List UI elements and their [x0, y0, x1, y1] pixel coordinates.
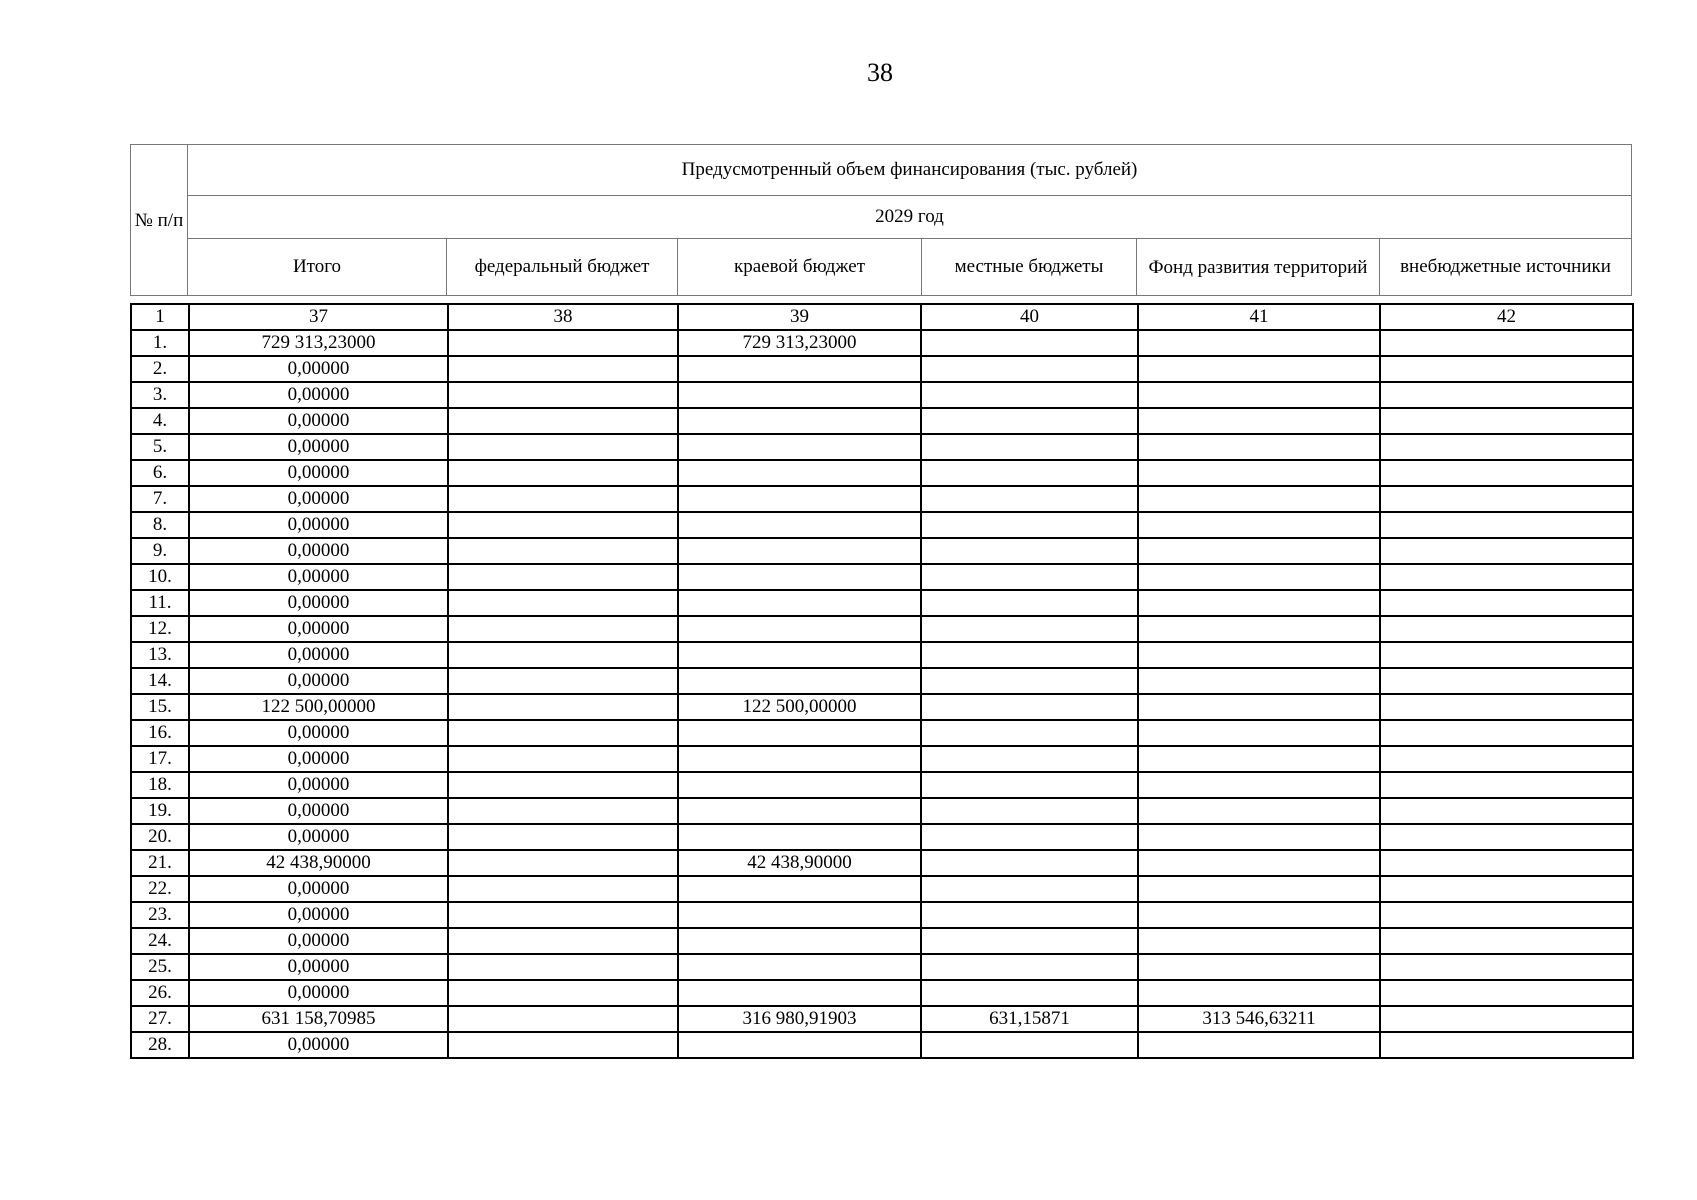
total-cell: 0,00000 — [189, 928, 448, 954]
federal-budget-cell — [448, 486, 678, 512]
extrabudgetary-cell — [1380, 980, 1633, 1006]
local-budgets-cell — [921, 382, 1138, 408]
territory-fund-cell — [1138, 928, 1380, 954]
total-cell: 0,00000 — [189, 538, 448, 564]
total-cell: 42 438,90000 — [189, 850, 448, 876]
federal-budget-cell — [448, 330, 678, 356]
federal-budget-cell — [448, 1006, 678, 1032]
table-row — [131, 408, 1633, 434]
extrabudgetary-cell — [1380, 1006, 1633, 1032]
table-row — [131, 772, 1633, 798]
territory-fund-cell — [1138, 460, 1380, 486]
table-row — [131, 538, 1633, 564]
row-number-cell: 1. — [131, 330, 189, 356]
territory-fund-cell — [1138, 356, 1380, 382]
territory-fund-cell — [1138, 616, 1380, 642]
total-cell: 0,00000 — [189, 564, 448, 590]
table-row — [131, 954, 1633, 980]
regional-budget-cell — [678, 746, 921, 772]
regional-budget-cell — [678, 616, 921, 642]
local-budgets-cell — [921, 486, 1138, 512]
table-row — [131, 746, 1633, 772]
total-cell: 0,00000 — [189, 382, 448, 408]
territory-fund-cell — [1138, 876, 1380, 902]
territory-fund-cell — [1138, 434, 1380, 460]
federal-budget-cell — [448, 434, 678, 460]
total-cell: 0,00000 — [189, 980, 448, 1006]
local-budgets-cell — [921, 824, 1138, 850]
federal-budget-cell — [448, 772, 678, 798]
row-number-cell: 25. — [131, 954, 189, 980]
regional-budget-cell — [678, 642, 921, 668]
local-budgets-cell — [921, 590, 1138, 616]
row-number-cell: 7. — [131, 486, 189, 512]
column-number-cell: 41 — [1138, 304, 1380, 330]
regional-budget-cell: 122 500,00000 — [678, 694, 921, 720]
extrabudgetary-cell — [1380, 928, 1633, 954]
territory-fund-cell — [1138, 694, 1380, 720]
regional-budget-cell — [678, 564, 921, 590]
row-number-cell: 19. — [131, 798, 189, 824]
extrabudgetary-cell — [1380, 694, 1633, 720]
territory-fund-cell — [1138, 772, 1380, 798]
row-number-cell: 17. — [131, 746, 189, 772]
row-number-cell: 28. — [131, 1032, 189, 1058]
federal-budget-cell — [448, 954, 678, 980]
row-number-cell: 22. — [131, 876, 189, 902]
row-number-cell: 24. — [131, 928, 189, 954]
local-budgets-cell — [921, 694, 1138, 720]
territory-fund-cell — [1138, 954, 1380, 980]
extrabudgetary-cell — [1380, 460, 1633, 486]
territory-fund-cell — [1138, 824, 1380, 850]
extrabudgetary-cell — [1380, 746, 1633, 772]
total-cell: 0,00000 — [189, 460, 448, 486]
total-cell: 0,00000 — [189, 486, 448, 512]
local-budgets-cell — [921, 902, 1138, 928]
table-row — [131, 1032, 1633, 1058]
local-budgets-cell — [921, 512, 1138, 538]
row-number-cell: 5. — [131, 434, 189, 460]
table-row — [131, 330, 1633, 356]
regional-budget-cell — [678, 1032, 921, 1058]
federal-budget-cell — [448, 668, 678, 694]
extrabudgetary-cell — [1380, 954, 1633, 980]
column-number-cell: 39 — [678, 304, 921, 330]
total-cell: 631 158,70985 — [189, 1006, 448, 1032]
row-number-cell: 26. — [131, 980, 189, 1006]
extrabudgetary-cell — [1380, 798, 1633, 824]
row-number-cell: 10. — [131, 564, 189, 590]
federal-budget-cell — [448, 564, 678, 590]
territory-fund-cell — [1138, 382, 1380, 408]
row-number-cell: 4. — [131, 408, 189, 434]
row-number-header: № п/п — [131, 145, 188, 296]
row-number-cell: 18. — [131, 772, 189, 798]
federal-budget-cell — [448, 798, 678, 824]
regional-budget-cell — [678, 538, 921, 564]
regional-budget-cell — [678, 954, 921, 980]
row-number-cell: 9. — [131, 538, 189, 564]
federal-budget-cell — [448, 408, 678, 434]
year-header: 2029 год — [188, 196, 1632, 239]
local-budgets-cell — [921, 928, 1138, 954]
extrabudgetary-cell — [1380, 330, 1633, 356]
extrabudgetary-cell — [1380, 850, 1633, 876]
territory-fund-cell — [1138, 538, 1380, 564]
federal-budget-cell — [448, 1032, 678, 1058]
local-budgets-cell — [921, 798, 1138, 824]
territory-fund-cell — [1138, 512, 1380, 538]
extrabudgetary-cell — [1380, 538, 1633, 564]
local-budgets-cell — [921, 538, 1138, 564]
federal-budget-cell — [448, 616, 678, 642]
federal-budget-cell — [448, 876, 678, 902]
total-cell: 0,00000 — [189, 356, 448, 382]
regional-budget-cell — [678, 668, 921, 694]
table-row — [131, 850, 1633, 876]
federal-budget-cell — [448, 902, 678, 928]
local-budgets-cell — [921, 954, 1138, 980]
extrabudgetary-cell — [1380, 824, 1633, 850]
column-number-cell: 42 — [1380, 304, 1633, 330]
local-budgets-cell — [921, 720, 1138, 746]
extrabudgetary-cell — [1380, 486, 1633, 512]
local-budgets-cell: 631,15871 — [921, 1006, 1138, 1032]
total-cell: 0,00000 — [189, 876, 448, 902]
regional-budget-cell — [678, 356, 921, 382]
federal-budget-cell — [448, 980, 678, 1006]
row-number-cell: 3. — [131, 382, 189, 408]
table-row — [131, 668, 1633, 694]
column-header-total: Итого — [188, 239, 447, 296]
regional-budget-cell — [678, 512, 921, 538]
row-number-cell: 27. — [131, 1006, 189, 1032]
regional-budget-cell — [678, 408, 921, 434]
column-number-cell: 1 — [131, 304, 189, 330]
row-number-cell: 20. — [131, 824, 189, 850]
extrabudgetary-cell — [1380, 642, 1633, 668]
local-budgets-cell — [921, 772, 1138, 798]
table-row — [131, 824, 1633, 850]
regional-budget-cell — [678, 902, 921, 928]
local-budgets-cell — [921, 980, 1138, 1006]
total-cell: 0,00000 — [189, 746, 448, 772]
regional-budget-cell — [678, 824, 921, 850]
regional-budget-cell — [678, 798, 921, 824]
column-number-row — [131, 304, 1633, 330]
extrabudgetary-cell — [1380, 772, 1633, 798]
financing-title: Предусмотренный объем финансирования (тыс. рублей) — [188, 145, 1632, 196]
regional-budget-cell — [678, 486, 921, 512]
extrabudgetary-cell — [1380, 512, 1633, 538]
table-row — [131, 486, 1633, 512]
regional-budget-cell — [678, 434, 921, 460]
regional-budget-cell — [678, 382, 921, 408]
total-cell: 0,00000 — [189, 642, 448, 668]
territory-fund-cell — [1138, 564, 1380, 590]
column-header-territory-fund: Фонд развития территорий — [1137, 239, 1380, 296]
territory-fund-cell — [1138, 902, 1380, 928]
regional-budget-cell — [678, 928, 921, 954]
local-budgets-cell — [921, 876, 1138, 902]
row-number-cell: 15. — [131, 694, 189, 720]
extrabudgetary-cell — [1380, 434, 1633, 460]
extrabudgetary-cell — [1380, 1032, 1633, 1058]
local-budgets-cell — [921, 408, 1138, 434]
regional-budget-cell — [678, 772, 921, 798]
local-budgets-cell — [921, 564, 1138, 590]
table-row — [131, 980, 1633, 1006]
territory-fund-cell — [1138, 668, 1380, 694]
total-cell: 0,00000 — [189, 902, 448, 928]
column-number-cell: 40 — [921, 304, 1138, 330]
federal-budget-cell — [448, 382, 678, 408]
extrabudgetary-cell — [1380, 356, 1633, 382]
table-row — [131, 356, 1633, 382]
row-number-cell: 6. — [131, 460, 189, 486]
total-cell: 0,00000 — [189, 408, 448, 434]
federal-budget-cell — [448, 720, 678, 746]
extrabudgetary-cell — [1380, 720, 1633, 746]
table-row — [131, 720, 1633, 746]
territory-fund-cell — [1138, 1032, 1380, 1058]
local-budgets-cell — [921, 642, 1138, 668]
federal-budget-cell — [448, 694, 678, 720]
row-number-cell: 13. — [131, 642, 189, 668]
table-row — [131, 902, 1633, 928]
regional-budget-cell — [678, 876, 921, 902]
extrabudgetary-cell — [1380, 876, 1633, 902]
territory-fund-cell — [1138, 408, 1380, 434]
local-budgets-cell — [921, 1032, 1138, 1058]
federal-budget-cell — [448, 590, 678, 616]
table-row — [131, 616, 1633, 642]
column-number-cell: 37 — [189, 304, 448, 330]
regional-budget-cell — [678, 460, 921, 486]
table-row — [131, 642, 1633, 668]
total-cell: 122 500,00000 — [189, 694, 448, 720]
federal-budget-cell — [448, 512, 678, 538]
local-budgets-cell — [921, 434, 1138, 460]
total-cell: 0,00000 — [189, 824, 448, 850]
federal-budget-cell — [448, 642, 678, 668]
table-row — [131, 434, 1633, 460]
regional-budget-cell: 42 438,90000 — [678, 850, 921, 876]
row-number-cell: 23. — [131, 902, 189, 928]
total-cell: 0,00000 — [189, 772, 448, 798]
page-number: 38 — [867, 58, 893, 87]
table-row — [131, 564, 1633, 590]
row-number-cell: 2. — [131, 356, 189, 382]
table-row — [131, 876, 1633, 902]
financing-data-table — [130, 303, 1634, 1059]
table-row — [131, 928, 1633, 954]
total-cell: 0,00000 — [189, 720, 448, 746]
local-budgets-cell — [921, 460, 1138, 486]
column-header-regional-budget: краевой бюджет — [678, 239, 922, 296]
total-cell: 0,00000 — [189, 512, 448, 538]
federal-budget-cell — [448, 928, 678, 954]
total-cell: 0,00000 — [189, 434, 448, 460]
total-cell: 0,00000 — [189, 590, 448, 616]
federal-budget-cell — [448, 538, 678, 564]
local-budgets-cell — [921, 850, 1138, 876]
federal-budget-cell — [448, 824, 678, 850]
total-cell: 729 313,23000 — [189, 330, 448, 356]
federal-budget-cell — [448, 850, 678, 876]
extrabudgetary-cell — [1380, 616, 1633, 642]
table-row — [131, 1006, 1633, 1032]
federal-budget-cell — [448, 746, 678, 772]
regional-budget-cell — [678, 720, 921, 746]
extrabudgetary-cell — [1380, 408, 1633, 434]
total-cell: 0,00000 — [189, 668, 448, 694]
territory-fund-cell — [1138, 330, 1380, 356]
territory-fund-cell — [1138, 642, 1380, 668]
regional-budget-cell — [678, 980, 921, 1006]
territory-fund-cell: 313 546,63211 — [1138, 1006, 1380, 1032]
regional-budget-cell — [678, 590, 921, 616]
territory-fund-cell — [1138, 746, 1380, 772]
table-row — [131, 798, 1633, 824]
extrabudgetary-cell — [1380, 382, 1633, 408]
column-header-federal-budget: федеральный бюджет — [447, 239, 678, 296]
row-number-cell: 8. — [131, 512, 189, 538]
table-row — [131, 460, 1633, 486]
row-number-cell: 21. — [131, 850, 189, 876]
table-row — [131, 694, 1633, 720]
table-row — [131, 590, 1633, 616]
extrabudgetary-cell — [1380, 902, 1633, 928]
territory-fund-cell — [1138, 720, 1380, 746]
territory-fund-cell — [1138, 798, 1380, 824]
federal-budget-cell — [448, 356, 678, 382]
extrabudgetary-cell — [1380, 564, 1633, 590]
table-row — [131, 382, 1633, 408]
row-number-cell: 11. — [131, 590, 189, 616]
local-budgets-cell — [921, 330, 1138, 356]
regional-budget-cell: 316 980,91903 — [678, 1006, 921, 1032]
local-budgets-cell — [921, 746, 1138, 772]
column-header-local-budgets: местные бюджеты — [922, 239, 1137, 296]
regional-budget-cell: 729 313,23000 — [678, 330, 921, 356]
row-number-cell: 12. — [131, 616, 189, 642]
total-cell: 0,00000 — [189, 1032, 448, 1058]
local-budgets-cell — [921, 668, 1138, 694]
extrabudgetary-cell — [1380, 590, 1633, 616]
territory-fund-cell — [1138, 590, 1380, 616]
territory-fund-cell — [1138, 850, 1380, 876]
total-cell: 0,00000 — [189, 616, 448, 642]
table-row — [131, 512, 1633, 538]
local-budgets-cell — [921, 616, 1138, 642]
federal-budget-cell — [448, 460, 678, 486]
row-number-cell: 16. — [131, 720, 189, 746]
column-number-cell: 38 — [448, 304, 678, 330]
territory-fund-cell — [1138, 486, 1380, 512]
row-number-cell: 14. — [131, 668, 189, 694]
financing-header-table — [130, 144, 1632, 296]
territory-fund-cell — [1138, 980, 1380, 1006]
local-budgets-cell — [921, 356, 1138, 382]
extrabudgetary-cell — [1380, 668, 1633, 694]
total-cell: 0,00000 — [189, 798, 448, 824]
column-header-extrabudgetary: внебюджетные источники — [1380, 239, 1632, 296]
total-cell: 0,00000 — [189, 954, 448, 980]
